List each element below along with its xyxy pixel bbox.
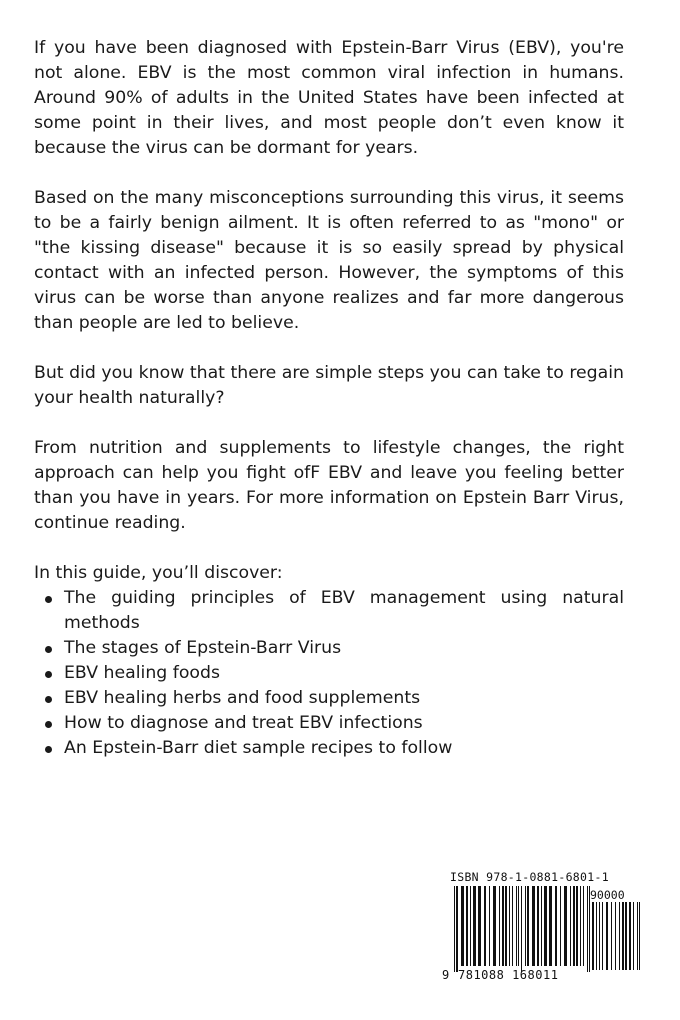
barcode-bar (456, 886, 458, 972)
list-item-text: The guiding principles of EBV management using natural methods (64, 588, 624, 633)
barcode-bar (532, 886, 535, 966)
barcode-bar (527, 886, 529, 966)
barcode-bar (516, 886, 517, 966)
barcode-bar (489, 886, 490, 966)
isbn-barcode (440, 864, 646, 994)
barcode-bar (541, 886, 542, 966)
bullet-icon (45, 671, 52, 678)
barcode-bar (576, 886, 578, 966)
barcode-bar (502, 886, 504, 966)
price-code: 90000 (590, 888, 625, 902)
barcode-bar (580, 886, 581, 966)
barcode-bar (505, 886, 507, 966)
barcode-bar (470, 886, 471, 966)
barcode-bar (622, 902, 624, 970)
barcode-bar (509, 886, 510, 966)
barcode-bar (518, 886, 519, 966)
list-item-text: EBV healing herbs and food supplements (64, 688, 421, 708)
list-intro: In this guide, you’ll discover: (34, 563, 283, 583)
barcode-bar (570, 886, 571, 966)
barcode-bar (478, 886, 481, 966)
barcode-bar (611, 902, 612, 970)
barcode-bar (512, 886, 513, 966)
bullet-icon (45, 596, 52, 603)
list-item (34, 661, 624, 686)
bullet-icon (45, 746, 52, 753)
barcode-bar (521, 886, 522, 972)
list-item (34, 686, 624, 711)
barcode-bar (461, 886, 464, 966)
barcode-bar (639, 902, 640, 970)
paragraph-4: From nutrition and supplements to lifestyle changes, the right approach can help you fight ofF EBV and leave you feeling better than you have in years. For more information on Epstein Barr Virus, continue reading. (34, 438, 624, 533)
barcode-bar (637, 902, 638, 970)
paragraph-1: If you have been diagnosed with Epstein-Barr Virus (EBV), you're not alone. EBV is the most common viral infection in humans. Around 90% of adults in the United States have been infected at some point in their lives, and most people don’t even know it because the virus can be dormant for years. (34, 38, 624, 158)
back-cover-text (34, 36, 624, 761)
bullet-icon (45, 721, 52, 728)
barcode-lead-digit: 9 (442, 968, 450, 982)
barcode-bar (466, 886, 468, 966)
bullet-icon (45, 696, 52, 703)
isbn-label: ISBN 978-1-0881-6801-1 (450, 870, 609, 884)
barcode-bar (499, 886, 500, 966)
barcode-bar (599, 902, 600, 970)
barcode-bar (633, 902, 634, 970)
barcode-bar (549, 886, 552, 966)
barcode-bar (473, 886, 476, 966)
barcode-bar (525, 886, 526, 966)
barcode-bar (596, 902, 597, 970)
barcode-bar (493, 886, 496, 966)
paragraph-3: But did you know that there are simple steps you can take to regain your health naturally? (34, 363, 624, 408)
barcode-bar (555, 886, 557, 966)
list-item-text: EBV healing foods (64, 663, 220, 683)
barcode-bar (629, 902, 631, 970)
barcode-bar (537, 886, 539, 966)
list-item (34, 636, 624, 661)
barcode-bar (564, 886, 567, 966)
paragraph-2: Based on the many misconceptions surrounding this virus, it seems to be a fairly benign ailment. It is often referred to as "mono" or "the kissing disease" because it is so easily spread by physical contact with an infected person. However, the symptoms of this virus can be worse than anyone realizes and far more dangerous than people are led to believe. (34, 188, 624, 333)
barcode-bar (454, 886, 455, 972)
barcode-bar (592, 902, 594, 970)
barcode-bar (560, 886, 561, 966)
barcode-bar (606, 902, 608, 970)
barcode-bar (544, 886, 547, 966)
list-item-text: An Epstein-Barr diet sample recipes to follow (64, 738, 453, 758)
list-item-text: The stages of Epstein-Barr Virus (64, 638, 342, 658)
barcode-bar (625, 902, 627, 970)
barcode-bar (587, 886, 588, 972)
barcode-bar (602, 902, 603, 970)
discover-list (34, 586, 624, 761)
bullet-icon (45, 646, 52, 653)
barcode-digits: 781088 168011 (458, 968, 559, 982)
list-item (34, 736, 624, 761)
list-item-text: How to diagnose and treat EBV infections (64, 713, 423, 733)
barcode-bar (619, 902, 620, 970)
list-item (34, 711, 624, 736)
barcode-bar (583, 886, 584, 966)
barcode-bar (573, 886, 575, 966)
list-item (34, 586, 624, 636)
barcode-bar (615, 902, 616, 970)
barcode-bar (484, 886, 486, 966)
